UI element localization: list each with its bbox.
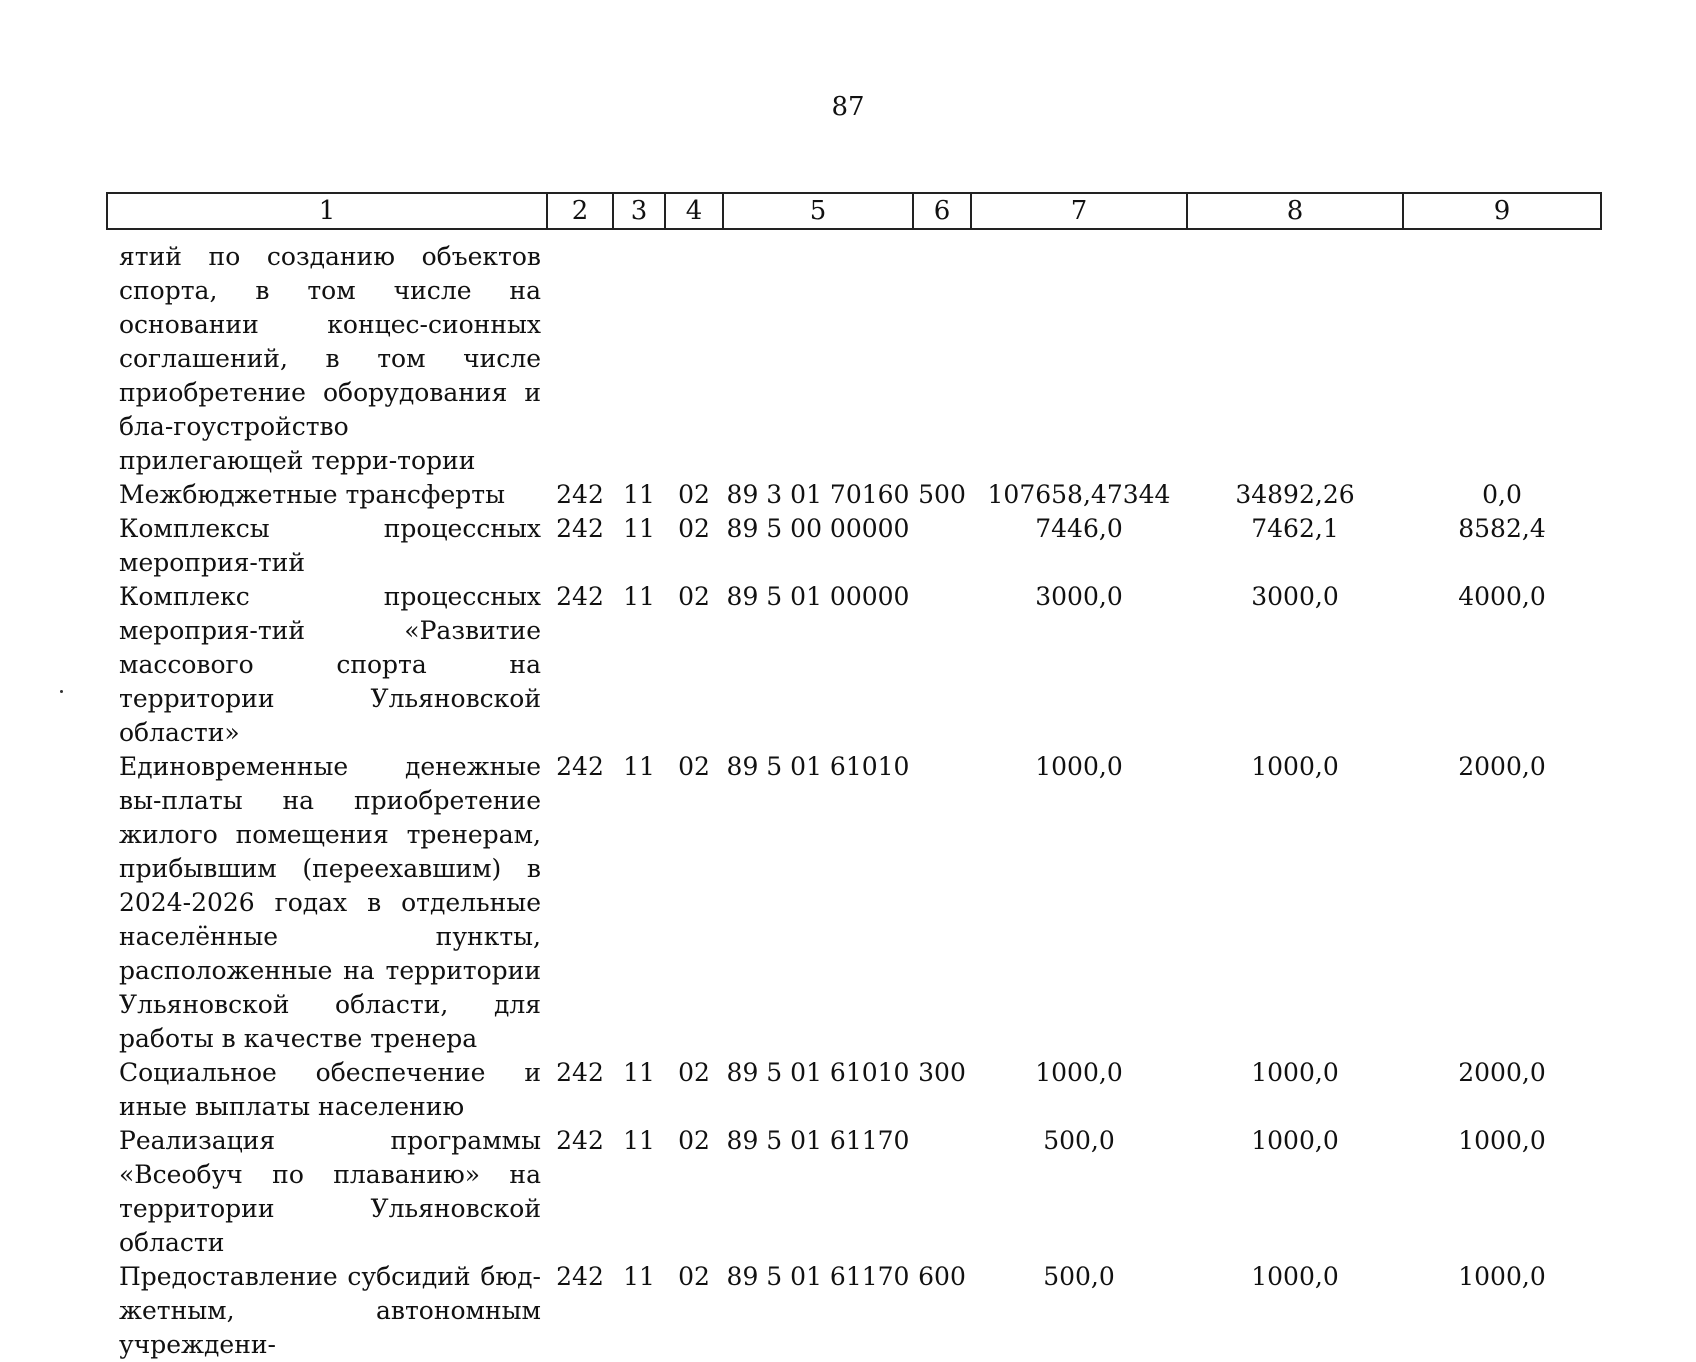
cell-c8: 1000,0: [1251, 1058, 1339, 1087]
cell-c7: 500,0: [1043, 1126, 1115, 1155]
table-row: [107, 229, 1601, 478]
cell-c3: 11: [623, 1262, 655, 1291]
header-col-2: 2: [547, 193, 613, 229]
page-number: 87: [831, 92, 865, 122]
cell-c7: 107658,47344: [987, 480, 1171, 509]
cell-c7: 500,0: [1043, 1262, 1115, 1291]
cell-c3: 11: [623, 514, 655, 543]
cell-c4: 02: [678, 582, 710, 611]
cell-c4: 02: [678, 1058, 710, 1087]
cell-c8: 1000,0: [1251, 1126, 1339, 1155]
header-col-4: 4: [665, 193, 723, 229]
cell-c5: 89 5 01 61010: [726, 1058, 910, 1087]
cell-c9: 2000,0: [1458, 752, 1546, 781]
cell-c2: 242: [556, 514, 604, 543]
cell-c2: 242: [556, 752, 604, 781]
cell-c5: 89 5 01 00000: [726, 582, 910, 611]
cell-c2: 242: [556, 1058, 604, 1087]
cell-c6: 500: [918, 480, 966, 509]
cell-c7: [971, 229, 1187, 478]
table-row: [107, 750, 1601, 1056]
table-row: [107, 478, 1601, 512]
cell-c4: 02: [678, 1126, 710, 1155]
cell-c6: [913, 1124, 971, 1260]
header-col-9: 9: [1403, 193, 1601, 229]
row-name: Межбюджетные трансферты: [119, 480, 506, 509]
cell-c3: 11: [623, 582, 655, 611]
row-name: Комплекс процессных мероприя-тий «Развитие массового спорта на территории Ульяновской области»: [119, 582, 541, 747]
cell-c4: 02: [678, 752, 710, 781]
cell-c4: [665, 229, 723, 478]
row-name: Единовременные денежные вы-платы на приобретение жилого помещения тренерам, прибывшим (переехавшим) в 2024-2026 годах в отдельные населённые пункты, расположенные на территории Ульяновской области, для работы в качестве тренера: [119, 752, 541, 1053]
cell-c5: [723, 229, 913, 478]
cell-c2: 242: [556, 1262, 604, 1291]
cell-c9: [1403, 229, 1601, 478]
cell-c9: 0,0: [1482, 480, 1522, 509]
cell-c3: 11: [623, 1058, 655, 1087]
cell-c4: 02: [678, 514, 710, 543]
cell-c6: [913, 580, 971, 750]
cell-c3: [613, 229, 665, 478]
cell-c5: 89 5 01 61170: [726, 1262, 910, 1291]
scan-speck: [60, 690, 63, 693]
cell-c7: 7446,0: [1035, 514, 1123, 543]
table-row: [107, 580, 1601, 750]
cell-c8: 34892,26: [1235, 480, 1355, 509]
cell-c5: 89 3 01 70160: [726, 480, 910, 509]
header-col-8: 8: [1187, 193, 1403, 229]
cell-c9: 4000,0: [1458, 582, 1546, 611]
cell-c4: 02: [678, 1262, 710, 1291]
header-col-6: 6: [913, 193, 971, 229]
row-name: Социальное обеспечение и иные выплаты населению: [119, 1058, 541, 1121]
cell-c2: [547, 229, 613, 478]
cell-c2: 242: [556, 480, 604, 509]
table-row: [107, 512, 1601, 580]
cell-c6: [913, 512, 971, 580]
cell-c8: 1000,0: [1251, 1262, 1339, 1291]
cell-c8: 3000,0: [1251, 582, 1339, 611]
row-name: ятий по созданию объектов спорта, в том числе на основании концес-сионных соглашений, в том числе приобретение оборудования и бла-гоустройство прилегающей терри-тории: [119, 242, 541, 475]
table-row: [107, 1124, 1601, 1260]
cell-c3: 11: [623, 752, 655, 781]
cell-c6: 300: [918, 1058, 966, 1087]
header-col-5: 5: [723, 193, 913, 229]
cell-c6: [913, 229, 971, 478]
cell-c9: 8582,4: [1458, 514, 1546, 543]
cell-c6: [913, 750, 971, 1056]
cell-c4: 02: [678, 480, 710, 509]
cell-c8: 7462,1: [1251, 514, 1339, 543]
cell-c7: 1000,0: [1035, 1058, 1123, 1087]
cell-c3: 11: [623, 1126, 655, 1155]
cell-c5: 89 5 00 00000: [726, 514, 910, 543]
row-name: Реализация программы «Всеобуч по плаванию» на территории Ульяновской области: [119, 1126, 541, 1257]
cell-c9: 2000,0: [1458, 1058, 1546, 1087]
header-row: [107, 193, 1601, 229]
cell-c6: 600: [918, 1262, 966, 1291]
cell-c5: 89 5 01 61170: [726, 1126, 910, 1155]
cell-c7: 3000,0: [1035, 582, 1123, 611]
table-row: [107, 1056, 1601, 1124]
row-name: Комплексы процессных мероприя-тий: [119, 514, 541, 577]
header-col-1: 1: [107, 193, 547, 229]
cell-c5: 89 5 01 61010: [726, 752, 910, 781]
cell-c2: 242: [556, 582, 604, 611]
cell-c3: 11: [623, 480, 655, 509]
cell-c8: [1187, 229, 1403, 478]
cell-c8: 1000,0: [1251, 752, 1339, 781]
header-col-3: 3: [613, 193, 665, 229]
cell-c9: 1000,0: [1458, 1126, 1546, 1155]
budget-table: [106, 192, 1602, 1362]
cell-c7: 1000,0: [1035, 752, 1123, 781]
cell-c9: 1000,0: [1458, 1262, 1546, 1291]
table-row: [107, 1260, 1601, 1362]
row-name: Предоставление субсидий бюд-жетным, автономным учреждени-: [119, 1262, 541, 1359]
cell-c2: 242: [556, 1126, 604, 1155]
header-col-7: 7: [971, 193, 1187, 229]
